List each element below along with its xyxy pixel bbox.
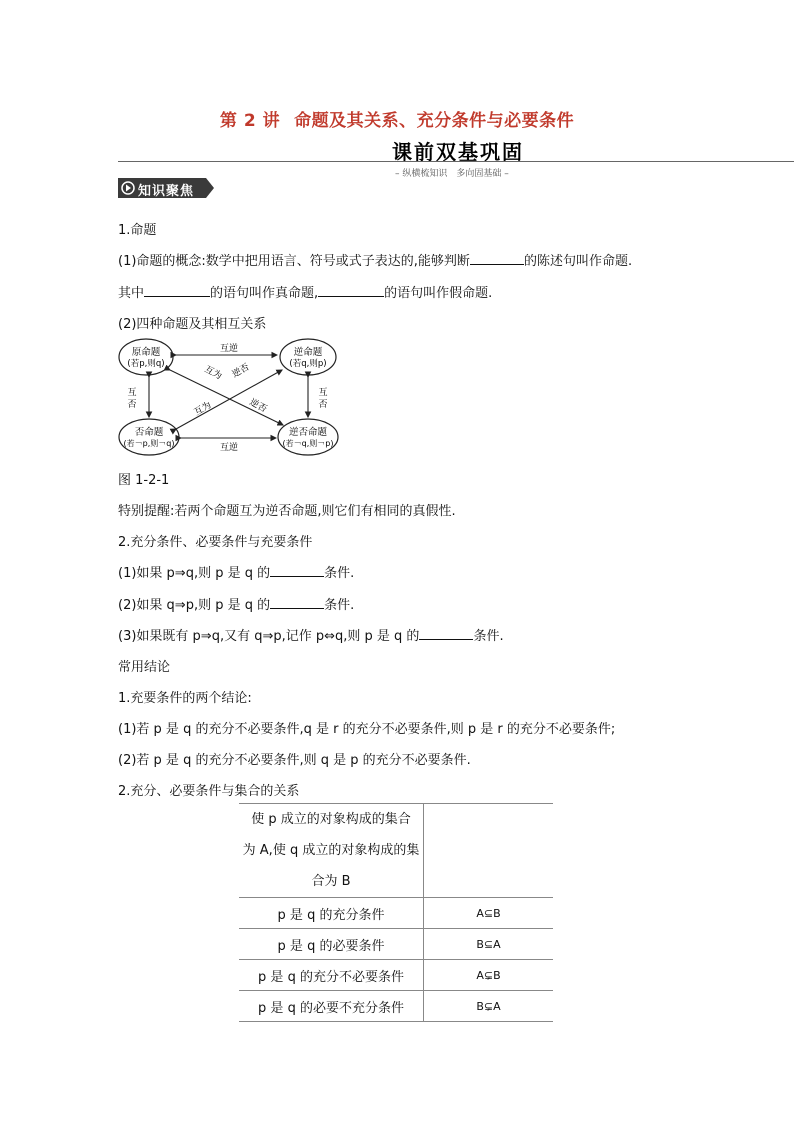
row-relation: B⊆A [424,929,554,960]
condition-3 [118,625,504,644]
table-header-cell [239,804,424,898]
definition-text-b: 的陈述句叫作命题. [523,254,633,269]
node-contrapositive-label: 逆否命题 [288,427,328,438]
knowledge-focus-badge [118,178,214,198]
section-subtitle: – 纵横梳知识 多向固基础 – [395,169,509,179]
true-false-line [118,282,492,301]
table-header-right [424,804,554,898]
conclusion-1b: (2)若 p 是 q 的充分不必要条件,则 q 是 p 的充分不必要条件. [118,753,471,768]
header-line-1: 使 p 成立的对象构成的集合 [251,812,411,827]
condition-3-text-a: (3)如果既有 p⇒q,又有 q⇒p,记作 p⇔q,则 p 是 q 的 [118,629,420,644]
condition-3-text-b: 条件. [473,629,504,644]
condition-1-text-b: 条件. [324,566,355,581]
table-header-row [239,804,553,898]
condition-1-text-a: (1)如果 p⇒q,则 p 是 q 的 [118,566,271,581]
table-row [239,898,553,929]
lecture-topic: 命题及其关系、充分条件与必要条件 [294,111,575,131]
label-diag-a2: 逆否 [230,362,252,381]
conclusion-1a: (1)若 p 是 q 的充分不必要条件,q 是 r 的充分不必要条件,则 p 是 r 的充分不必要条件; [118,722,616,737]
table-row [239,960,553,991]
row-condition: p 是 q 的必要条件 [239,929,424,960]
badge-label: 知识聚焦 [138,184,195,199]
row-relation: A⊊B [424,960,554,991]
row-condition: p 是 q 的充分不必要条件 [239,960,424,991]
blank-5 [270,596,324,609]
figure-caption: 图 1-2-1 [118,473,170,488]
node-converse-label: 逆命题 [293,347,323,358]
heading-2: 2.充分条件、必要条件与充要条件 [118,535,313,550]
true-false-text-a: 其中 [118,286,145,301]
section-heading: 课前双基巩固 [392,140,524,164]
condition-2-text-b: 条件. [324,598,355,613]
header-line-3: 合为 B [311,874,351,889]
blank-4 [270,564,324,577]
node-converse-sub: (若q,则p) [289,359,327,369]
label-right-2: 否 [318,400,328,410]
node-original-sub: (若p,则q) [127,359,165,369]
conclusion-2: 2.充分、必要条件与集合的关系 [118,784,300,799]
header-line-2: 为 A,使 q 成立的对象构成的集 [242,843,420,858]
row-condition: p 是 q 的必要不充分条件 [239,991,424,1022]
node-contrapositive-sub: (若￢q,则￢p) [282,439,334,448]
common-conclusions-heading: 常用结论 [118,660,171,675]
arrow-diag-up [176,370,282,429]
blank-6 [419,627,473,640]
blank-3 [318,284,384,297]
label-bottom: 互逆 [219,443,239,453]
label-diag-b2: 逆否 [247,397,269,415]
special-tip: 特别提醒:若两个命题互为逆否命题,则它们有相同的真假性. [118,504,456,519]
definition-text-a: (1)命题的概念:数学中把用语言、符号或式子表达的,能够判断 [118,254,470,269]
true-false-text-c: 的语句叫作假命题. [384,286,493,301]
condition-1 [118,562,354,581]
set-relation-table [239,803,553,1022]
label-right-1: 互 [318,388,328,398]
row-relation: B⊊A [424,991,554,1022]
conclusion-1: 1.充要条件的两个结论: [118,691,252,706]
true-false-text-b: 的语句叫作真命题, [210,286,319,301]
label-diag-a1: 互为 [202,364,224,382]
heading-1: 1.命题 [118,223,157,238]
node-original-label: 原命题 [131,347,161,358]
table-row [239,991,553,1022]
row-condition: p 是 q 的充分条件 [239,898,424,929]
label-diag-b1: 互为 [192,400,214,419]
four-propositions-heading: (2)四种命题及其相互关系 [118,317,267,332]
condition-2-text-a: (2)如果 q⇒p,则 p 是 q 的 [118,598,271,613]
blank-1 [470,252,524,265]
lecture-number: 第 2 讲 [219,111,281,131]
node-inverse-label: 否命题 [134,427,164,438]
row-relation: A⊆B [424,898,554,929]
lecture-title [0,106,794,131]
table-row [239,929,553,960]
definition-line [118,250,632,269]
label-left-2: 否 [127,400,137,410]
condition-2 [118,594,354,613]
blank-2 [144,284,210,297]
four-propositions-diagram [116,337,342,457]
label-left-1: 互 [127,388,137,398]
node-inverse-sub: (若￢p,则￢q) [123,439,175,448]
label-top: 互逆 [219,344,239,354]
header-divider [118,161,794,162]
